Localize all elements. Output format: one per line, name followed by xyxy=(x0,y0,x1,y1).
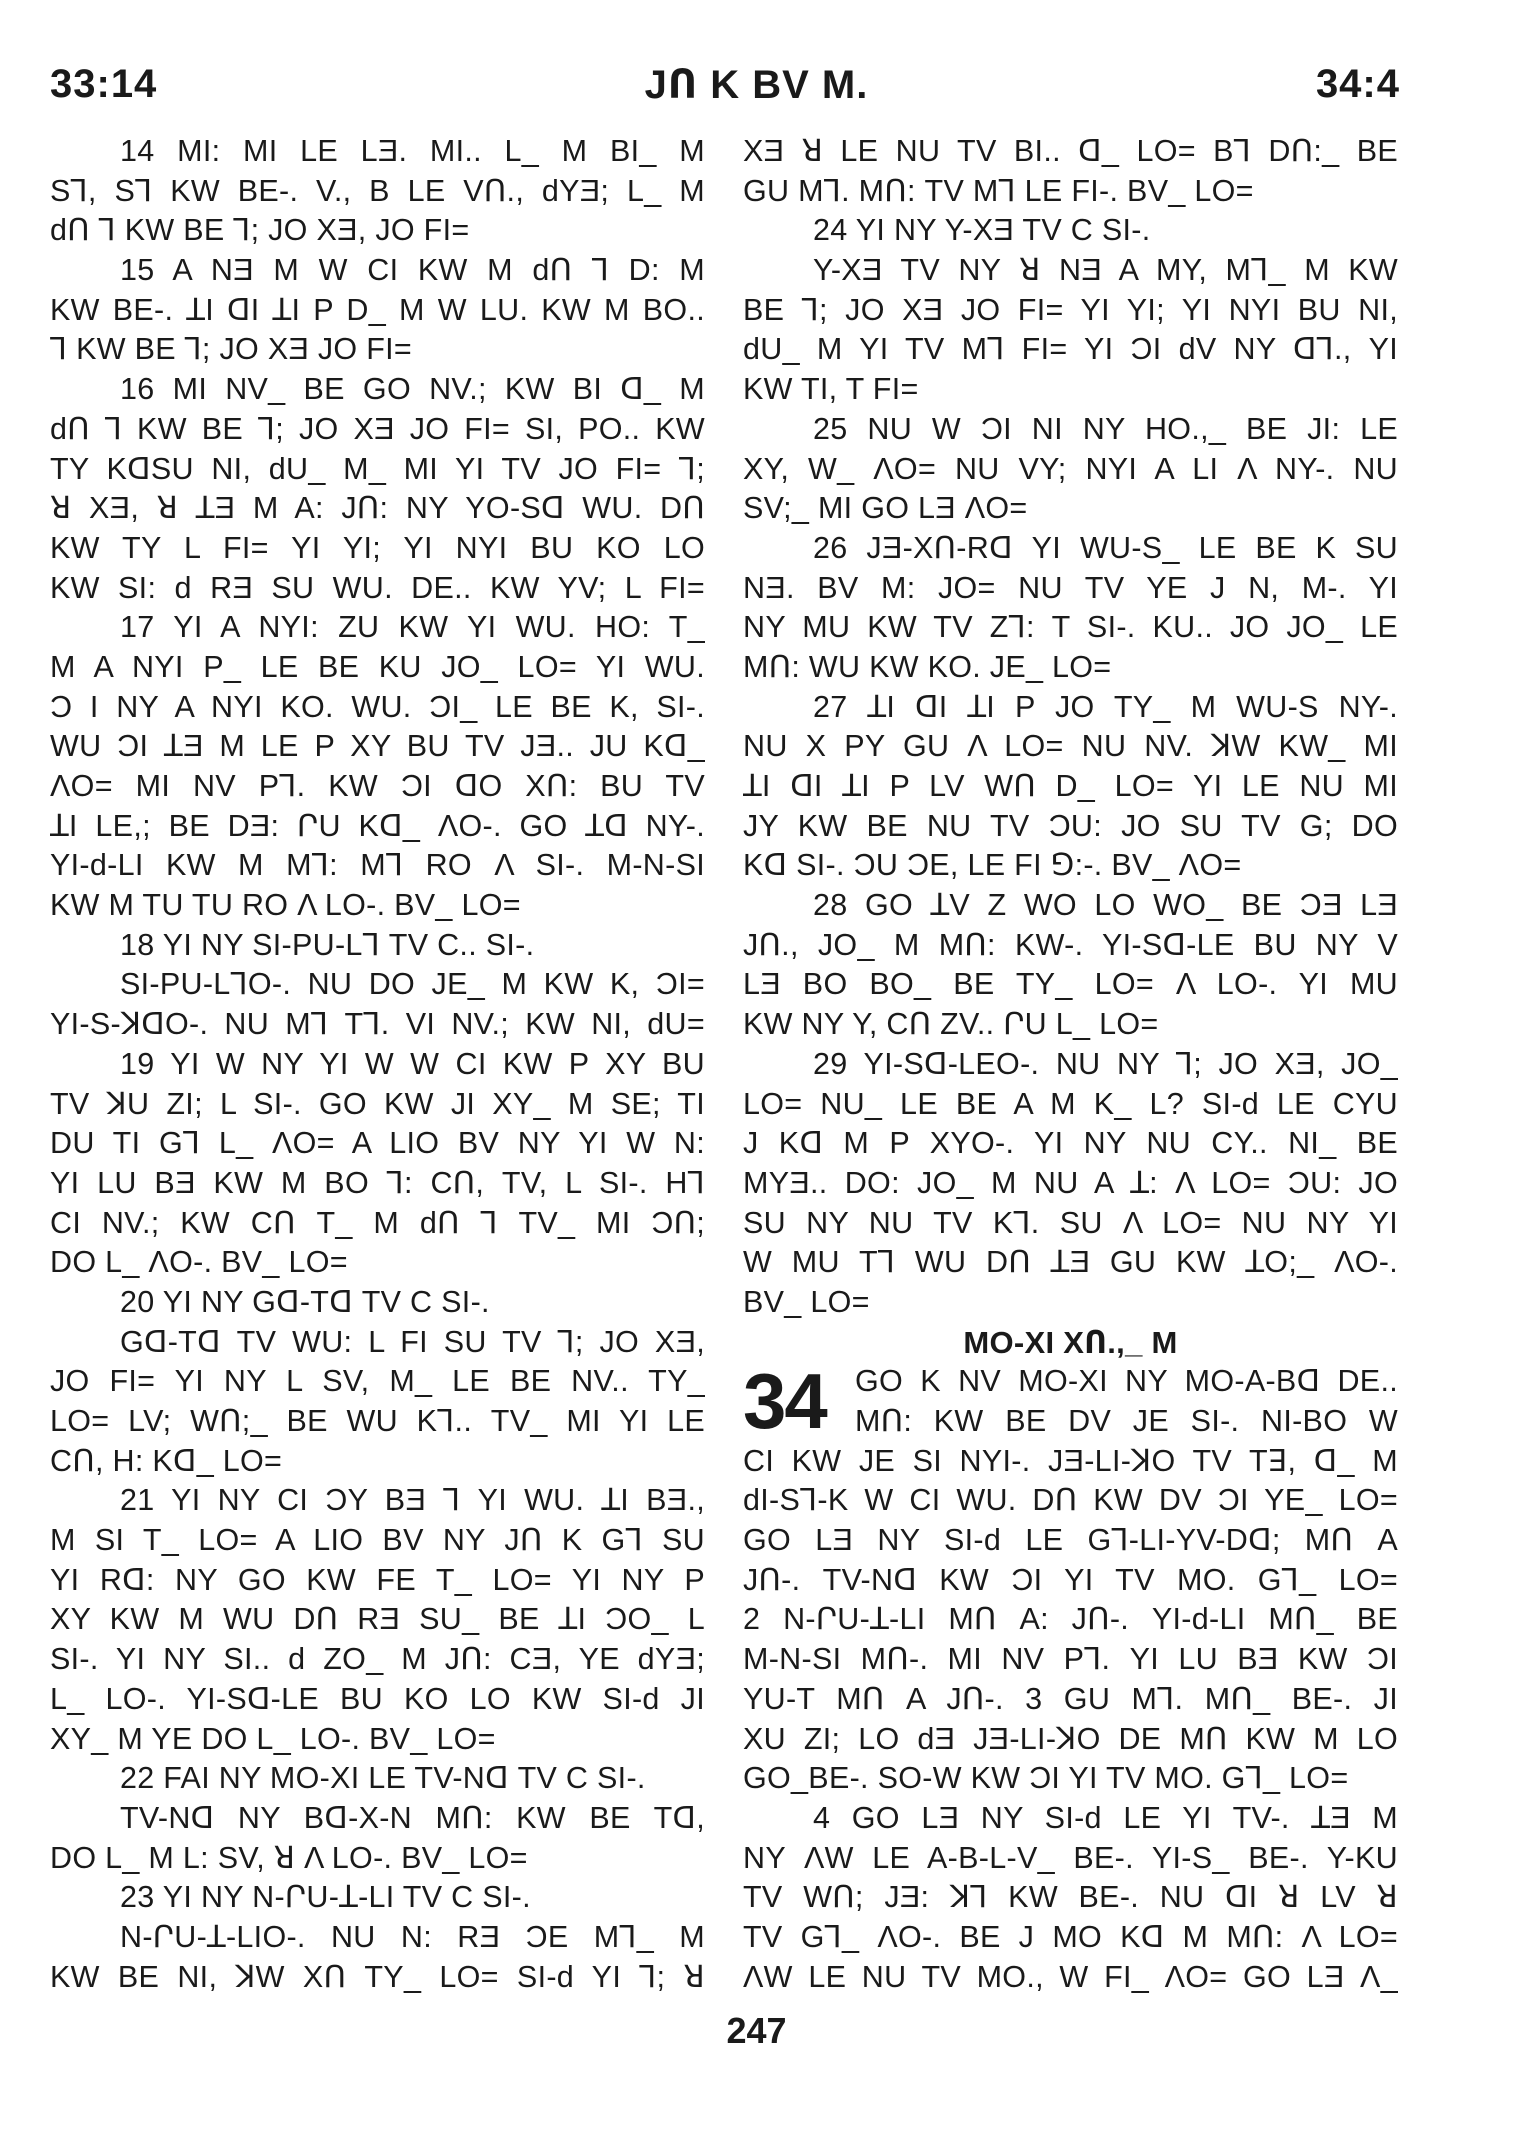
text-line: JՈ., JO_ M MՈ: KW-. YI-Sꓷ-LE BU NY V xyxy=(743,927,1398,962)
page-number: 247 xyxy=(726,2010,787,2051)
text-line: TV WՈ; JƎ: ꓘꓶ KW BE-. NU ꓷI ꓤ LV ꓤ xyxy=(743,1880,1398,1915)
text-line: LO= LV; WՈ;_ BE WU Kꓶ.. TV_ MI YI LE xyxy=(50,1404,705,1438)
text-line: KW TI, T FI= xyxy=(743,372,919,407)
left-text-column xyxy=(50,132,705,1997)
text-line: M A NYI P_ LE BE KU JO_ LO= YI WU. xyxy=(50,649,705,684)
text-line: 24 YI NY Y-XƎ TV C SI-. xyxy=(813,213,1151,248)
text-line: DU TI Gꓶ L_ ΛO= A LIO BV NY YI W N: xyxy=(50,1126,705,1161)
text-line: 22 FAI NY MO-XI LE TV-Nꓷ TV C SI-. xyxy=(120,1761,646,1796)
text-line: YI-d-LI KW M Mꓶ: Mꓶ RO Λ SI-. M-N-SI xyxy=(50,848,705,883)
text-line: 25 NU W ƆI NI NY HO.,_ BE JI: LE xyxy=(813,411,1398,446)
chapter-heading: MO-XI XՈ.,_ M xyxy=(963,1324,1178,1360)
text-line: DO L_ M L: SV, ꓤ Λ LO-. BV_ LO= xyxy=(50,1840,528,1875)
text-line: SU NY NU TV Kꓶ. SU Λ LO= NU NY YI xyxy=(743,1205,1398,1240)
text-line: 16 MI NV_ BE GO NV.; KW BI ꓷ_ M xyxy=(120,372,705,407)
text-line: CI NV.; KW CՈ T_ M dՈ ꓶ TV_ MI ƆՈ; xyxy=(50,1205,705,1240)
text-line: KW M TU TU RO Λ LO-. BV_ LO= xyxy=(50,888,521,923)
text-line: dՈ ꓶ KW BE ꓶ; JO XƎ, JO FI= xyxy=(50,213,470,248)
text-line: ꓶ KW BE ꓶ; JO XƎ JO FI= xyxy=(50,332,413,367)
right-column-verses-top xyxy=(743,132,1398,1323)
text-line: 17 YI A NYI: ZU KW YI WU. HO: T_ xyxy=(120,610,705,645)
text-line: XƎ ꓤ LE NU TV BI.. ꓷ_ LO= Bꓶ DՈ:_ BE xyxy=(743,134,1398,168)
text-line: YI-S-ꓘꓷO-. NU Mꓶ Tꓶ. VI NV.; KW NI, dU= xyxy=(50,1007,705,1042)
text-line: KW NY Y, CՈ ZV.. ՐU L_ LO= xyxy=(743,1007,1159,1042)
text-line: SI-. YI NY SI.. d ZO_ M JՈ: CƎ, YE dYƎ; xyxy=(50,1642,705,1677)
text-line: YI Rꓷ: NY GO KW FE T_ LO= YI NY P xyxy=(50,1562,705,1597)
text-line: SI-PU-LꓶO-. NU DO JE_ M KW K, ƆI= xyxy=(120,967,705,1002)
text-line: XY, W_ ΛO= NU VY; NYI A LI Λ NY-. NU xyxy=(743,451,1398,486)
text-line: 2 N-ՐU-ꓕ-LI MՈ A: JՈ-. YI-d-LI MՈ_ BE xyxy=(743,1602,1398,1637)
text-line: dI-Sꓶ-K W CI WU. DՈ KW DV ƆI YE_ LO= xyxy=(743,1483,1398,1518)
text-line: WU ƆI ꓕƎ M LE P XY BU TV JƎ.. JU Kꓷ_ xyxy=(50,729,705,764)
text-line: KW BE NI, ꓘW XՈ TY_ LO= SI-d YI ꓶ; ꓤ xyxy=(50,1959,705,1994)
text-line: LƎ BO BO_ BE TY_ LO= Λ LO-. YI MU xyxy=(743,967,1398,1002)
text-line: 14 MI: MI LE LƎ. MI.. L_ M BI_ M xyxy=(120,134,705,168)
text-line: W MU Tꓶ WU DՈ ꓕƎ GU KW ꓕO;_ ΛO-. xyxy=(743,1245,1398,1280)
text-line: CՈ, H: Kꓷ_ LO= xyxy=(50,1443,283,1478)
text-line: XY_ M YE DO L_ LO-. BV_ LO= xyxy=(50,1721,496,1756)
text-line: N-ՐU-ꓕ-LIO-. NU N: RƎ ƆE Mꓶ_ M xyxy=(120,1919,705,1954)
text-line: Ɔ I NY A NYI KO. WU. ƆI_ LE BE K, SI-. xyxy=(50,689,705,724)
text-line: 28 GO ꓕV Z WO LO WO_ BE ƆƎ LƎ xyxy=(813,888,1398,923)
text-line: 18 YI NY SI-PU-Lꓶ TV C.. SI-. xyxy=(120,927,535,962)
text-line: 19 YI W NY YI W W CI KW P XY BU xyxy=(120,1046,705,1081)
text-line: ΛO= MI NV Pꓶ. KW ƆI ꓷO XՈ: BU TV xyxy=(50,769,705,803)
text-line: GO LƎ NY SI-d LE Gꓶ-LI-YV-Dꓷ; MՈ A xyxy=(743,1523,1398,1558)
text-line: YU-T MՈ A JՈ-. 3 GU Mꓶ. MՈ_ BE-. JI xyxy=(743,1681,1398,1716)
text-line: MՈ: KW BE DV JE SI-. NI-BO W xyxy=(855,1404,1398,1438)
text-line: 20 YI NY Gꓷ-Tꓷ TV C SI-. xyxy=(120,1284,490,1319)
text-line: DO L_ ΛO-. BV_ LO= xyxy=(50,1245,348,1280)
text-line: JY KW BE NU TV ƆU: JO SU TV G; DO xyxy=(743,808,1398,843)
right-text-column xyxy=(743,132,1398,1997)
text-line: 21 YI NY CI ƆY BƎ ꓶ YI WU. ꓕI BƎ., xyxy=(120,1483,705,1518)
text-line: TV ꓘU ZI; L SI-. GO KW JI XY_ M SE; TI xyxy=(50,1086,705,1121)
text-line: BV_ LO= xyxy=(743,1284,870,1319)
text-line: LO= NU_ LE BE A M K_ L? SI-d LE CYU xyxy=(743,1086,1398,1121)
text-line: SV;_ MI GO LƎ ΛO= xyxy=(743,491,1028,526)
text-line: MYƎ.. DO: JO_ M NU A ꓕ: Λ LO= ƆU: JO xyxy=(743,1165,1398,1200)
text-line: 29 YI-Sꓷ-LEO-. NU NY ꓶ; JO XƎ, JO_ xyxy=(813,1046,1398,1081)
text-line: NU X PY GU Λ LO= NU NV. ꓘW KW_ MI xyxy=(743,729,1398,764)
text-line: ꓤ XƎ, ꓤ ꓕƎ M A: JՈ: NY YO-Sꓷ WU. DՈ xyxy=(50,491,705,526)
chapter-opening-lines xyxy=(855,1362,1398,1441)
text-line: TV-Nꓷ NY Bꓷ-X-N MՈ: KW BE Tꓷ, xyxy=(120,1800,705,1835)
text-line: MՈ: WU KW KO. JE_ LO= xyxy=(743,649,1112,684)
text-line: JO FI= YI NY L SV, M_ LE BE NV.. TY_ xyxy=(50,1364,705,1399)
text-line: KW BE-. ꓕI ꓷI ꓕI P D_ M W LU. KW M BO.. xyxy=(50,292,705,327)
text-line: 15 A NƎ M W CI KW M dՈ ꓶ D: M xyxy=(120,253,705,288)
text-line: Y-XƎ TV NY ꓤ NƎ A MY, Mꓶ_ M KW xyxy=(813,253,1398,288)
text-line: Kꓷ SI-. ƆU ƆE, LE FI ⅁:-. BV_ ΛO= xyxy=(743,848,1242,883)
text-line: M SI T_ LO= A LIO BV NY JՈ K Gꓶ SU xyxy=(50,1523,705,1558)
text-line: 23 YI NY N-ՐU-ꓕ-LI TV C SI-. xyxy=(120,1880,531,1915)
text-line: GU Mꓶ. MՈ: TV Mꓶ LE FI-. BV_ LO= xyxy=(743,173,1254,208)
text-line: NY ΛW LE A-B-L-V_ BE-. YI-S_ BE-. Y-KU xyxy=(743,1840,1398,1875)
text-line: BE ꓶ; JO XƎ JO FI= YI YI; YI NYI BU NI, xyxy=(743,292,1398,327)
text-line: J Kꓷ M P XYO-. YI NY NU CY.. NI_ BE xyxy=(743,1126,1398,1161)
text-line: TV Gꓶ_ ΛO-. BE J MO Kꓷ M MՈ: Λ LO= xyxy=(743,1919,1398,1954)
text-line: NY MU KW TV Zꓶ: T SI-. KU.. JO JO_ LE xyxy=(743,610,1398,645)
right-column-verses-bottom xyxy=(743,1442,1398,1998)
text-line: Sꓶ, Sꓶ KW BE-. V., B LE VՈ., dYƎ; L_ M xyxy=(50,173,705,208)
text-line: JՈ-. TV-Nꓷ KW ƆI YI TV MO. Gꓶ_ LO= xyxy=(743,1562,1398,1597)
text-line: 27 ꓕI ꓷI ꓕI P JO TY_ M WU-S NY-. xyxy=(813,689,1398,724)
text-line: GO K NV MO-XI NY MO-A-Bꓷ DE.. xyxy=(855,1364,1398,1399)
running-header-book-title: JՈ K BV M. xyxy=(644,63,869,107)
text-line: M-N-SI MՈ-. MI NV Pꓶ. YI LU BƎ KW ƆI xyxy=(743,1642,1398,1677)
running-header-end-ref: 34:4 xyxy=(1315,62,1400,106)
text-line: KW SI: d RƎ SU WU. DE.. KW YV; L FI= xyxy=(50,570,705,605)
text-line: ꓕI LE,; BE DƎ: ՐU Kꓷ_ ΛO-. GO ꓕꓷ NY-. xyxy=(50,808,705,843)
text-line: dՈ ꓶ KW BE ꓶ; JO XƎ JO FI= SI, PO.. KW xyxy=(50,411,705,446)
text-line: CI KW JE SI NYI-. JƎ-LI-ꓘO TV Tꓱ, ꓷ_ M xyxy=(743,1443,1398,1478)
text-line: 26 JƎ-XՈ-Rꓷ YI WU-S_ LE BE K SU xyxy=(813,530,1398,565)
text-line: KW TY L FI= YI YI; YI NYI BU KO LO xyxy=(50,530,705,565)
text-line: NƎ. BV M: JO= NU TV YE J N, M-. YI xyxy=(743,570,1398,605)
text-line: 4 GO LƎ NY SI-d LE YI TV-. ꓕƎ M xyxy=(813,1800,1398,1835)
text-line: GO_BE-. SO-W KW ƆI YI TV MO. Gꓶ_ LO= xyxy=(743,1761,1349,1796)
text-line: TY KꓷSU NI, dU_ M_ MI YI TV JO FI= ꓶ; xyxy=(50,451,705,486)
text-line: XY KW M WU DՈ RƎ SU_ BE ꓕI ƆO_ L xyxy=(50,1602,705,1637)
text-line: ꓕI ꓷI ꓕI P LV WՈ D_ LO= YI LE NU MI xyxy=(743,769,1398,803)
text-line: XU ZI; LO dƎ JƎ-LI-ꓘO DE MՈ KW M LO xyxy=(743,1721,1398,1756)
text-line: YI LU BƎ KW M BO ꓶ: CՈ, TV, L SI-. Hꓶ xyxy=(50,1165,705,1200)
text-line: ΛW LE NU TV MO., W FI_ ΛO= GO LƎ Λ_ xyxy=(743,1959,1398,1994)
text-line: dU_ M YI TV Mꓶ FI= YI ƆI dV NY ꓷꓶ., YI xyxy=(743,332,1398,367)
text-line: L_ LO-. YI-Sꓷ-LE BU KO LO KW SI-d JI xyxy=(50,1681,705,1716)
text-line: Gꓷ-Tꓷ TV WU: L FI SU TV ꓶ; JO XƎ, xyxy=(120,1324,705,1359)
chapter-number-dropcap: 34 xyxy=(743,1357,826,1446)
chapter-opening xyxy=(743,1357,1398,1446)
running-header-start-ref: 33:14 xyxy=(50,62,158,106)
